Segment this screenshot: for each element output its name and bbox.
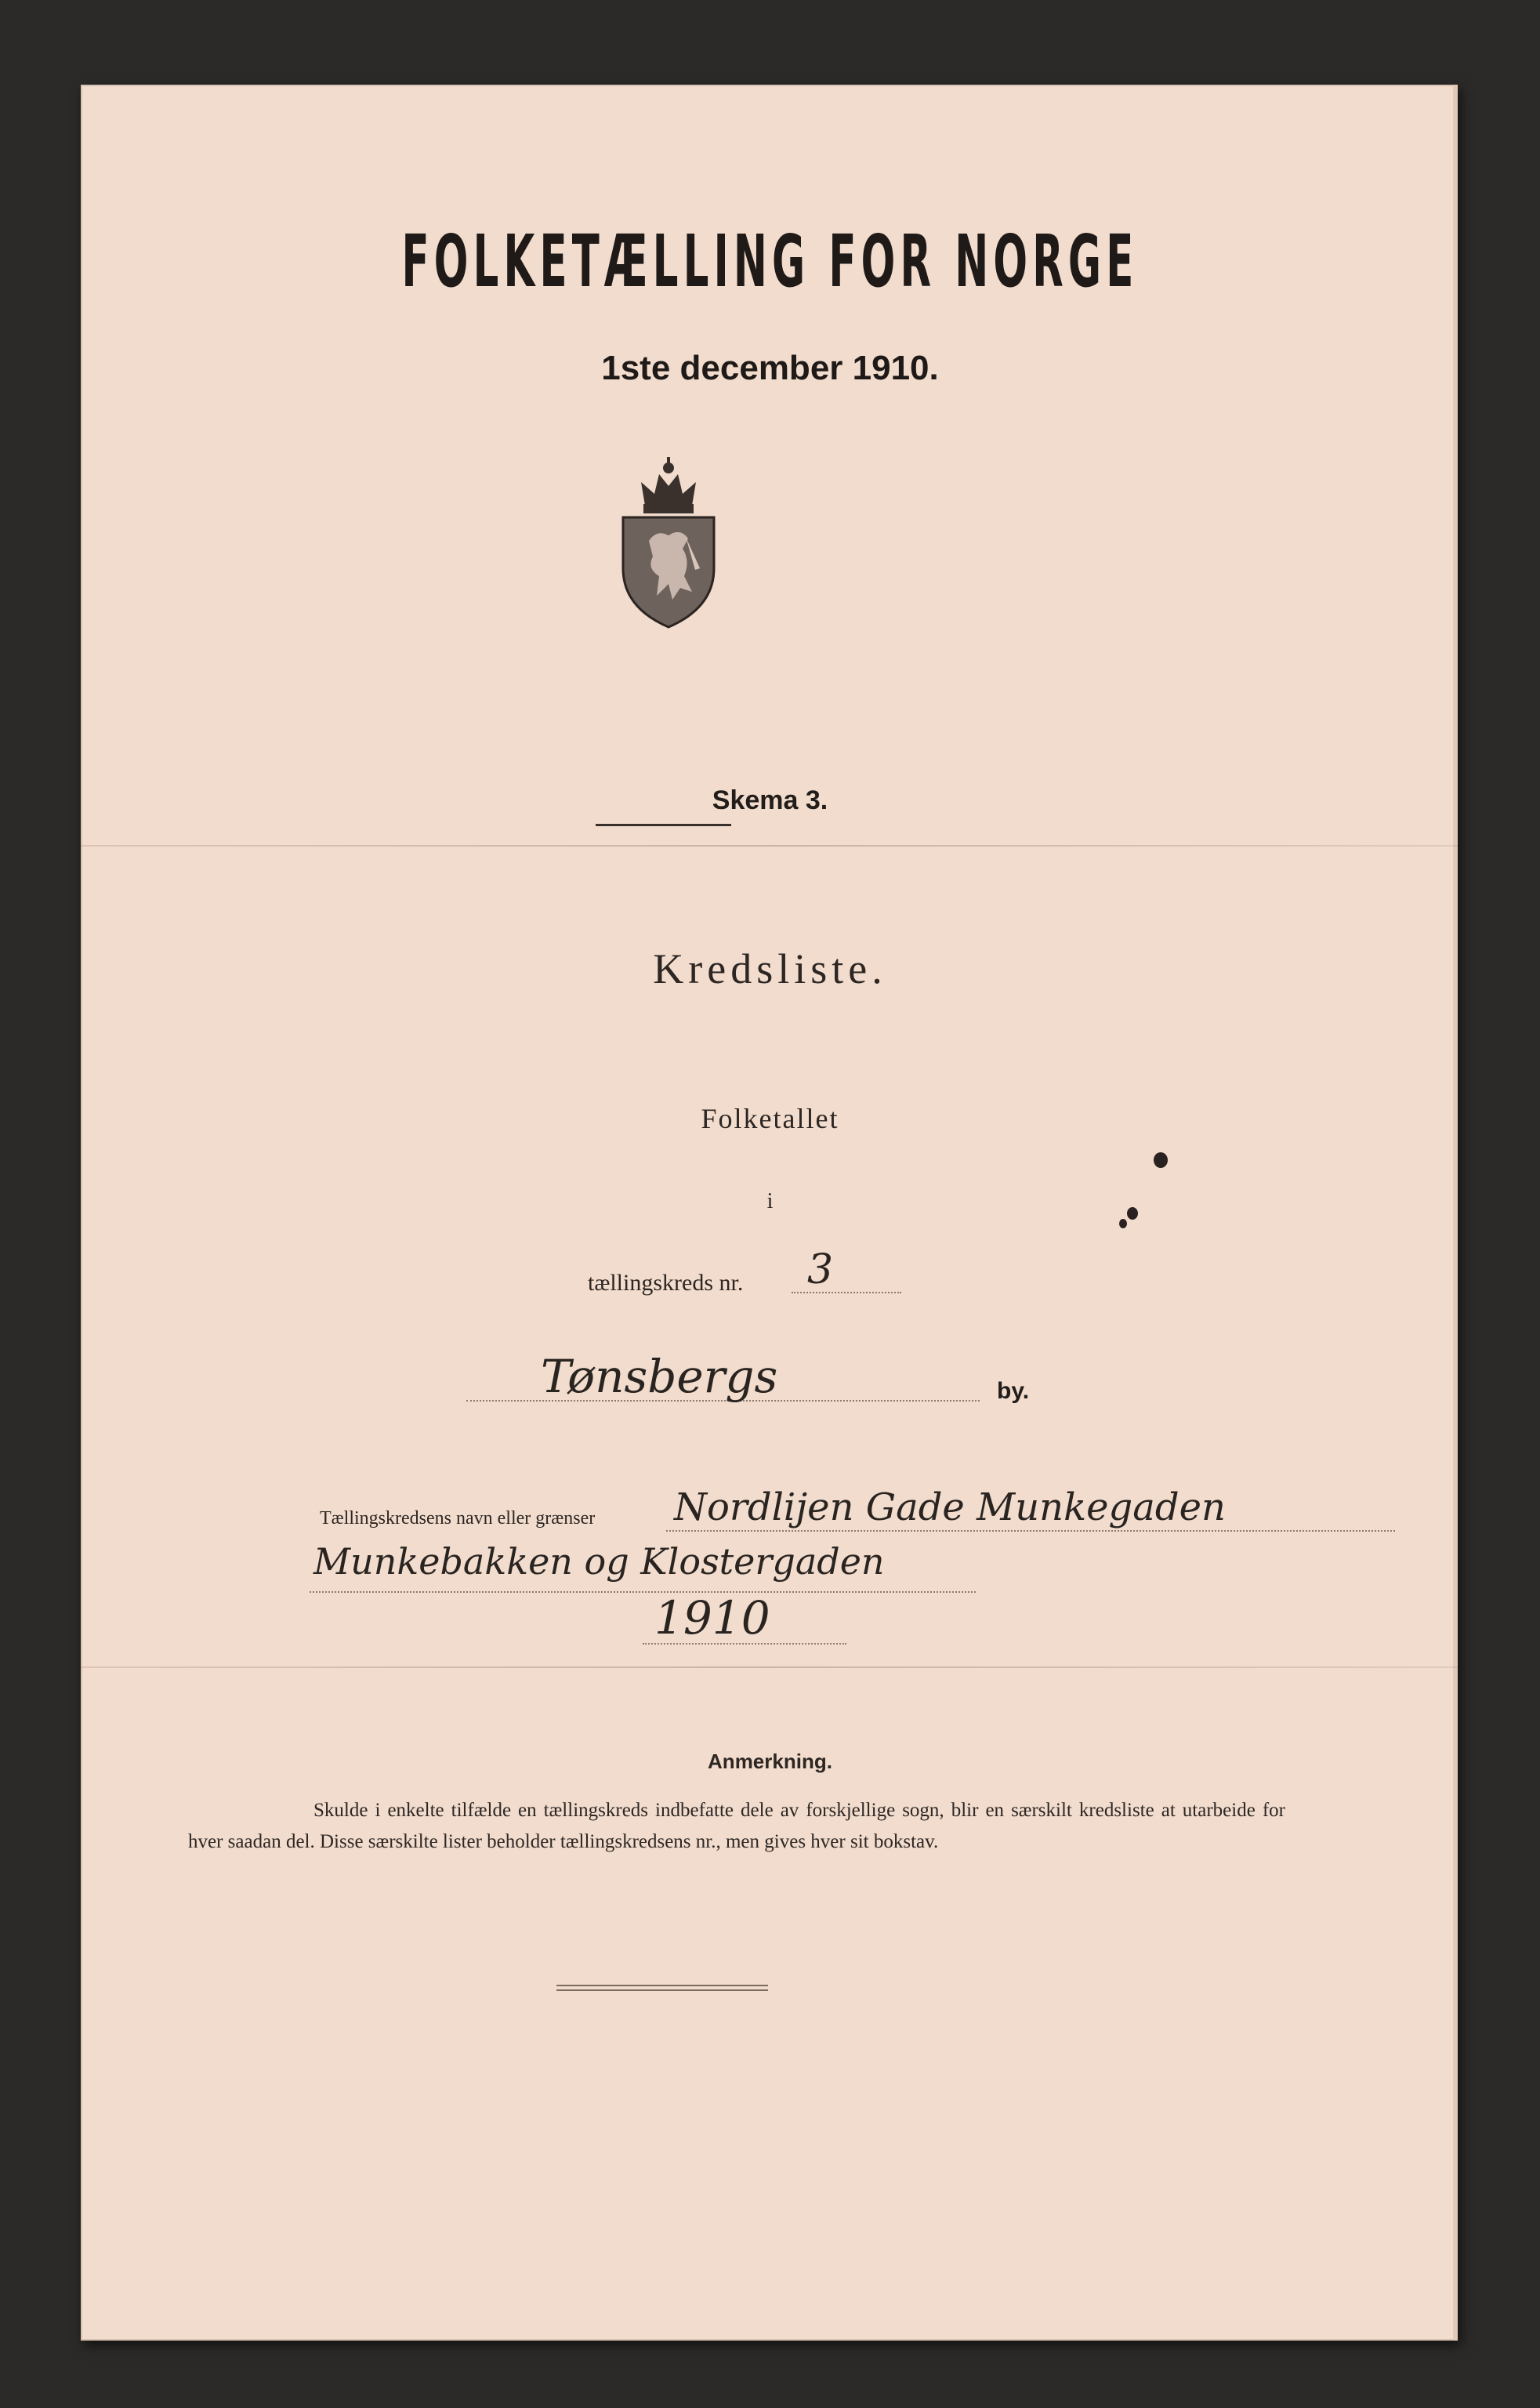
ink-spot: [1127, 1207, 1138, 1220]
note-text: Skulde i enkelte tilfælde en tællingskreds indbefatte dele av forskjellige sogn, blir en særskilt kredsliste at utarbeide for hver saadan del. Disse særskilte lister beholder tællingskredsens nr., men gives hver sit bokstav.: [188, 1800, 1285, 1852]
ink-spot: [1119, 1219, 1127, 1228]
norwegian-coat-of-arms-icon: [614, 451, 723, 631]
district-label: tællingskreds nr.: [588, 1270, 744, 1296]
ink-spot: [1154, 1152, 1168, 1168]
town-handwritten[interactable]: Tønsbergs: [541, 1350, 778, 1403]
boundaries-dotted-line-1: [666, 1530, 1395, 1532]
form-title: FOLKETÆLLING FOR NORGE: [401, 219, 1139, 303]
census-date: 1ste december 1910.: [601, 349, 939, 387]
boundaries-label: Tællingskredsens navn eller grænser: [320, 1508, 596, 1529]
boundaries-handwritten-1[interactable]: Nordlijen Gade Munkegaden: [674, 1485, 1226, 1529]
town-suffix: by.: [997, 1378, 1030, 1404]
closing-rule: [556, 1989, 768, 1991]
form-heading: Kredsliste.: [653, 945, 887, 992]
closing-rule: [556, 1985, 768, 1986]
note-title: Anmerkning.: [708, 1750, 832, 1773]
schema-underline: [596, 824, 731, 826]
fold-line: [81, 1666, 1458, 1668]
boundaries-handwritten-3[interactable]: 1910: [654, 1591, 770, 1645]
preposition: i: [766, 1189, 774, 1213]
fold-line: [81, 845, 1458, 847]
boundaries-dotted-line-2: [310, 1591, 976, 1593]
district-number-handwritten[interactable]: 3: [807, 1246, 834, 1293]
form-subheading: Folketallet: [701, 1103, 839, 1134]
schema-number: Skema 3.: [712, 785, 828, 815]
boundaries-handwritten-2[interactable]: Munkebakken og Klostergaden: [313, 1540, 885, 1583]
